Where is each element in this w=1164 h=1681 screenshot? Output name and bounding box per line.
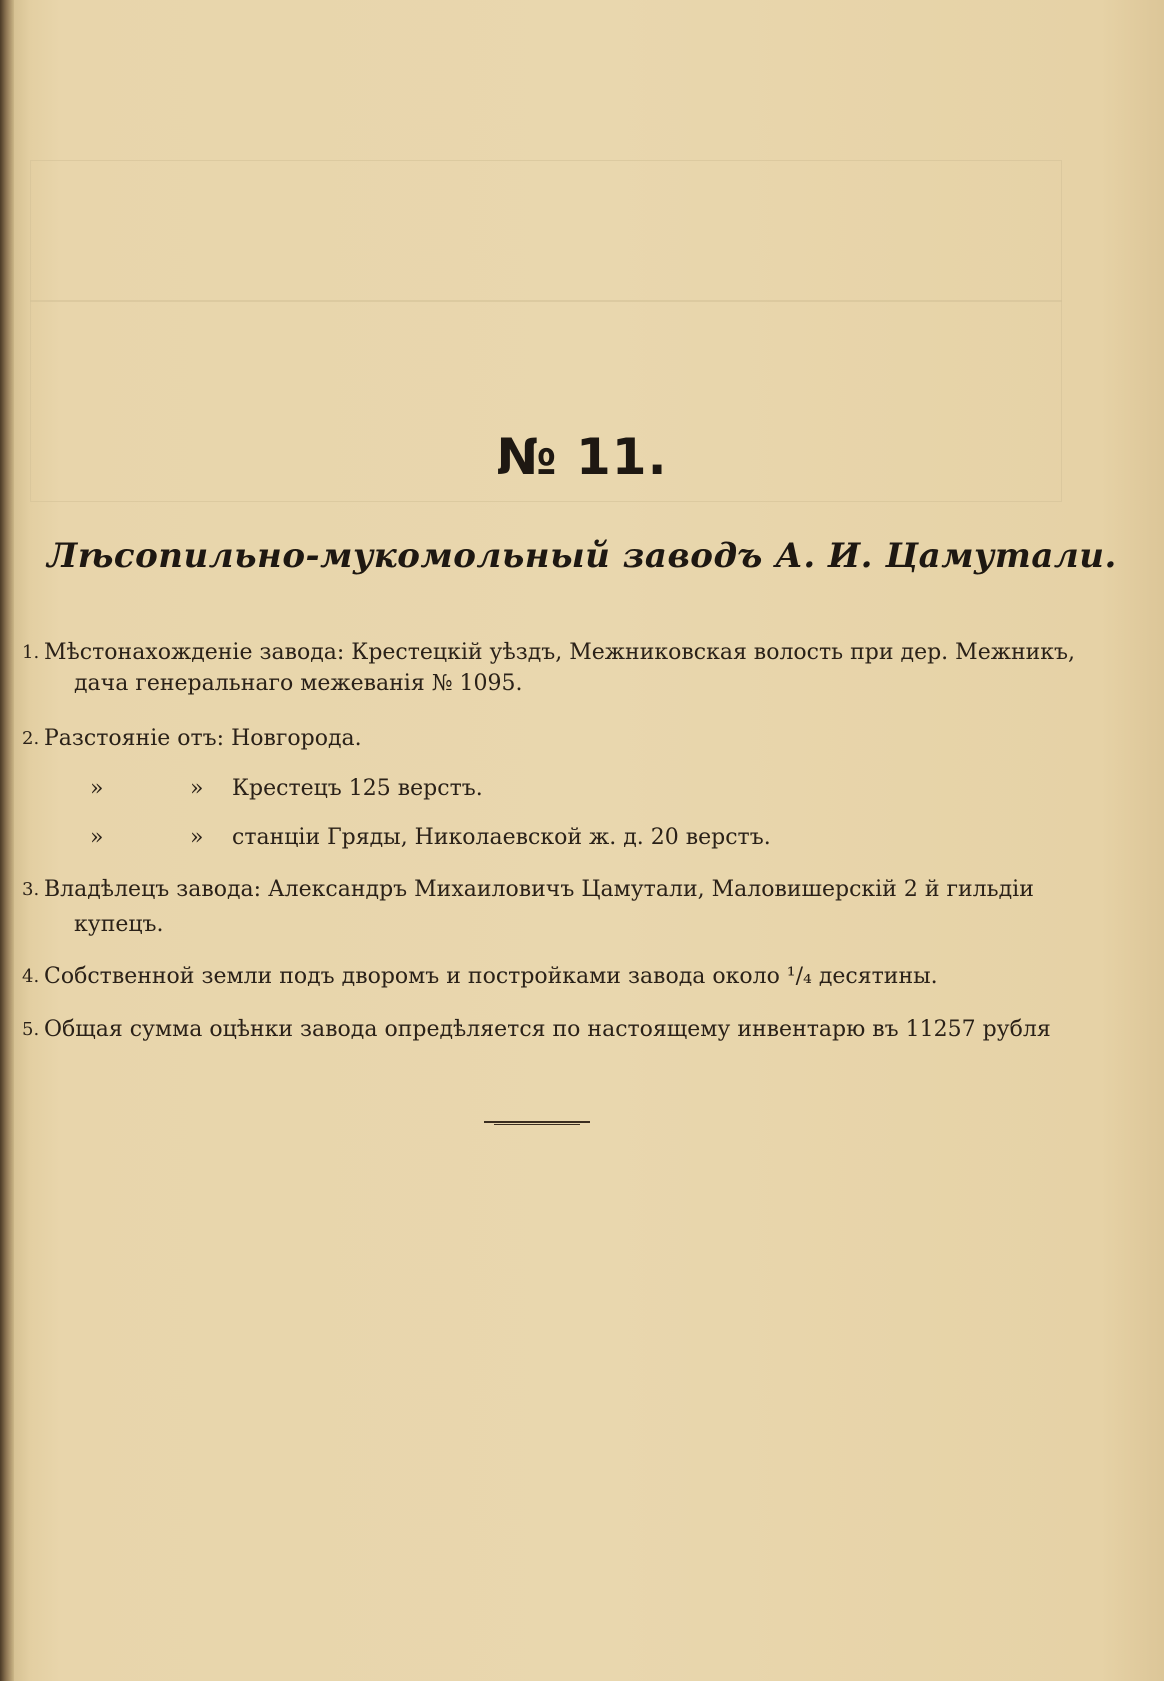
document-number: № 11. [496,428,668,486]
page-edge-shadow [0,0,14,1681]
item-text: Разстояніе отъ: Новгорода. [44,726,362,751]
item-text: Собственной земли подъ дворомъ и постройками завода около ¹/₄ десятины. [44,964,938,989]
rule-line [484,1121,590,1123]
item-number: 2. [22,728,40,749]
list-item-1-continuation: дача генеральнаго межеванія № 1095. [74,671,523,696]
document-title: Лѣсопильно-мукомольный заводъ А. И. Цамутали. [47,536,1117,576]
item-number: 1. [22,642,40,663]
list-item-3 [22,873,1034,907]
ditto-mark: » [190,776,204,801]
list-item-2 [22,722,362,756]
distance-text: Крестецъ 125 верстъ. [232,776,483,801]
item-number: 4. [22,966,40,987]
list-item-3-continuation: купецъ. [74,912,164,937]
item-number: 5. [22,1019,40,1040]
list-item-1 [22,636,1076,670]
item-number: 3. [22,879,40,900]
end-rule [484,1121,590,1125]
list-item-4 [22,960,938,994]
list-item-5 [22,1013,1051,1047]
distance-row-1 [90,772,790,806]
ditto-mark: » [90,825,104,850]
distance-row-2 [90,821,990,855]
rule-line [494,1124,580,1125]
ditto-mark: » [90,776,104,801]
item-text: Общая сумма оцѣнки завода опредѣляется по настоящему инвентарю въ 11257 рубля [44,1017,1051,1042]
item-text: Владѣлецъ завода: Александръ Михаиловичъ Цамутали, Маловишерскій 2 й гильдіи [44,877,1034,902]
ditto-mark: » [190,825,204,850]
show-through-rule [30,300,1062,302]
distance-text: станціи Гряды, Николаевской ж. д. 20 верстъ. [232,825,771,850]
item-text: Мѣстонахожденіе завода: Крестецкій уѣздъ, Межниковская волость при дер. Межникъ, [44,640,1076,665]
